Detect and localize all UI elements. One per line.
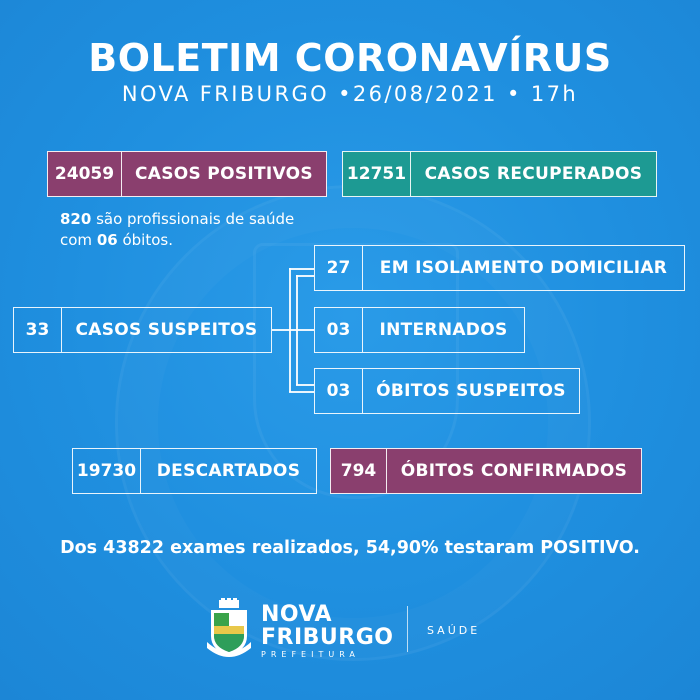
discarded-label: DESCARTADOS [156, 461, 301, 481]
footer-logo [205, 598, 505, 668]
positive-cases-value: 24059 [48, 152, 122, 196]
department-label: SAÚDE [427, 624, 481, 637]
note-count: 820 [60, 210, 92, 228]
suspected-cases-value: 33 [14, 308, 62, 352]
connector-top-branch-inner [296, 275, 314, 277]
discarded-value: 19730 [73, 449, 141, 493]
recovered-cases-label: CASOS RECUPERADOS [424, 164, 643, 184]
positive-cases-box [47, 151, 327, 197]
hospitalized-value: 03 [315, 308, 363, 352]
suspected-cases-box [13, 307, 272, 353]
note-text-1: são profissionais de saúde [91, 210, 295, 228]
connector-vertical-inner [296, 275, 298, 385]
brand-line-3: PREFEITURA [261, 650, 360, 659]
connector-vertical-outer [289, 268, 291, 392]
brand-line-2: FRIBURGO [261, 625, 394, 650]
footer-separator [407, 606, 408, 652]
recovered-cases-box [342, 151, 657, 197]
suspected-deaths-label: ÓBITOS SUSPEITOS [376, 381, 566, 401]
hospitalized-label: INTERNADOS [379, 320, 508, 340]
note-text-2: com [60, 231, 97, 249]
home-isolation-value: 27 [315, 246, 363, 290]
note-line-1 [60, 209, 294, 230]
suspected-deaths-box [314, 368, 580, 414]
bulletin-title: BOLETIM CORONAVÍRUS [88, 36, 612, 80]
connector-top-branch [289, 268, 314, 270]
suspected-cases-label: CASOS SUSPEITOS [75, 320, 258, 340]
connector-bottom-branch-inner [296, 384, 314, 386]
health-workers-note [60, 209, 294, 251]
hospitalized-box [314, 307, 525, 353]
confirmed-deaths-label: ÓBITOS CONFIRMADOS [400, 461, 628, 481]
brand-line-1: NOVA [261, 602, 333, 627]
confirmed-deaths-box [330, 448, 642, 494]
city-crest-icon [205, 598, 253, 660]
exams-summary: Dos 43822 exames realizados, 54,90% testaram POSITIVO. [60, 538, 640, 558]
note-text-3: óbitos. [117, 231, 173, 249]
positive-cases-label: CASOS POSITIVOS [135, 164, 313, 184]
recovered-cases-value: 12751 [343, 152, 411, 196]
note-line-2 [60, 230, 294, 251]
confirmed-deaths-value: 794 [331, 449, 387, 493]
home-isolation-label: EM ISOLAMENTO DOMICILIAR [379, 258, 668, 278]
suspected-deaths-value: 03 [315, 369, 363, 413]
connector-bottom-branch [289, 391, 314, 393]
home-isolation-box [314, 245, 685, 291]
discarded-box [72, 448, 317, 494]
bulletin-subtitle: NOVA FRIBURGO •26/08/2021 • 17h [121, 82, 579, 106]
note-deaths: 06 [96, 231, 118, 249]
connector-horizontal-main [272, 329, 314, 331]
